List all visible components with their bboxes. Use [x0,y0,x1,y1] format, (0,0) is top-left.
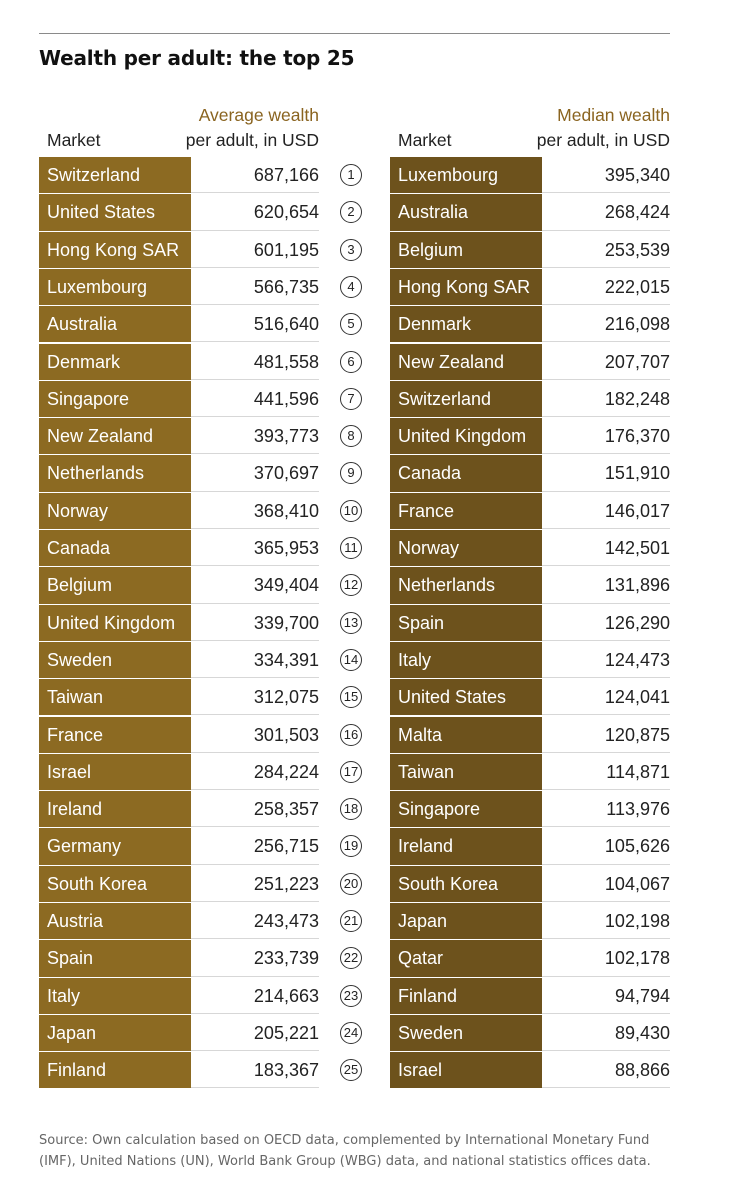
median-market-cell: Luxembourg [390,157,542,193]
avg-market-cell: Canada [39,530,191,566]
table-row [0,679,734,716]
rank-badge: 23 [340,985,362,1007]
avg-value-cell: 256,715 [191,828,319,864]
table-row [0,157,734,194]
median-value-cell: 114,871 [542,754,670,790]
avg-market-cell: Israel [39,754,191,790]
table-row [0,344,734,381]
avg-market-cell: Spain [39,940,191,976]
median-market-cell: South Korea [390,866,542,902]
avg-market-cell: Luxembourg [39,269,191,305]
table-row [0,567,734,604]
rank-badge: 15 [340,686,362,708]
median-market-cell: Finland [390,978,542,1014]
median-market-cell: Sweden [390,1015,542,1051]
avg-market-cell: Netherlands [39,455,191,491]
median-market-cell: Netherlands [390,567,542,603]
avg-market-cell: United States [39,194,191,230]
avg-value-cell: 393,773 [191,418,319,454]
avg-value-cell: 258,357 [191,791,319,827]
median-value-cell: 176,370 [542,418,670,454]
median-value-cell: 105,626 [542,828,670,864]
avg-market-cell: Australia [39,306,191,342]
table-row [0,1015,734,1052]
median-value-cell: 395,340 [542,157,670,193]
rank-badge: 5 [340,313,362,335]
avg-value-cell: 183,367 [191,1052,319,1088]
median-market-cell: Singapore [390,791,542,827]
rank-badge: 24 [340,1022,362,1044]
avg-value-cell: 301,503 [191,717,319,753]
top-rule [39,33,670,34]
right-metric-header-line1: Median wealth [557,105,670,125]
table-row [0,455,734,492]
table-row [0,903,734,940]
median-market-cell: Norway [390,530,542,566]
median-market-cell: Israel [390,1052,542,1088]
avg-value-cell: 370,697 [191,455,319,491]
table-row [0,828,734,865]
rank-badge: 6 [340,351,362,373]
median-value-cell: 104,067 [542,866,670,902]
avg-market-cell: Italy [39,978,191,1014]
avg-value-cell: 243,473 [191,903,319,939]
avg-value-cell: 516,640 [191,306,319,342]
rank-badge: 7 [340,388,362,410]
median-value-cell: 102,178 [542,940,670,976]
rank-badge: 8 [340,425,362,447]
avg-market-cell: Belgium [39,567,191,603]
avg-value-cell: 365,953 [191,530,319,566]
avg-value-cell: 368,410 [191,493,319,529]
table-row [0,306,734,343]
avg-market-cell: Ireland [39,791,191,827]
median-market-cell: Japan [390,903,542,939]
median-value-cell: 222,015 [542,269,670,305]
rank-badge: 16 [340,724,362,746]
rank-badge: 25 [340,1059,362,1081]
rank-badge: 20 [340,873,362,895]
median-market-cell: New Zealand [390,344,542,380]
median-value-cell: 207,707 [542,344,670,380]
table-row [0,754,734,791]
median-market-cell: France [390,493,542,529]
table-row [0,978,734,1015]
avg-value-cell: 214,663 [191,978,319,1014]
right-metric-header-line2: per adult, in USD [536,130,670,150]
left-market-header: Market [47,130,101,150]
avg-value-cell: 251,223 [191,866,319,902]
table-row [0,940,734,977]
median-market-cell: Italy [390,642,542,678]
right-market-header: Market [398,130,452,150]
avg-market-cell: Austria [39,903,191,939]
avg-market-cell: Germany [39,828,191,864]
median-value-cell: 182,248 [542,381,670,417]
avg-value-cell: 620,654 [191,194,319,230]
table-row [0,493,734,530]
avg-value-cell: 205,221 [191,1015,319,1051]
median-market-cell: Switzerland [390,381,542,417]
rank-badge: 22 [340,947,362,969]
median-value-cell: 124,041 [542,679,670,715]
source-note: Source: Own calculation based on OECD data, complemented by International Monetary Fund (IMF), United Nations (UN), World Bank Group (WBG) data, and national statistics offices data. [39,1133,651,1169]
median-market-cell: Qatar [390,940,542,976]
median-value-cell: 94,794 [542,978,670,1014]
table-row [0,717,734,754]
median-market-cell: United Kingdom [390,418,542,454]
rank-badge: 1 [340,164,362,186]
median-value-cell: 89,430 [542,1015,670,1051]
rank-badge: 14 [340,649,362,671]
median-value-cell: 126,290 [542,605,670,641]
avg-market-cell: Norway [39,493,191,529]
left-metric-header [160,103,319,153]
right-metric-header [511,103,670,153]
rank-badge: 12 [340,574,362,596]
median-value-cell: 216,098 [542,306,670,342]
avg-market-cell: Taiwan [39,679,191,715]
table-row [0,269,734,306]
avg-value-cell: 481,558 [191,344,319,380]
median-market-cell: Ireland [390,828,542,864]
median-market-cell: Belgium [390,232,542,268]
avg-value-cell: 441,596 [191,381,319,417]
rank-badge: 21 [340,910,362,932]
avg-market-cell: Switzerland [39,157,191,193]
avg-value-cell: 349,404 [191,567,319,603]
rank-badge: 4 [340,276,362,298]
rank-badge: 10 [340,500,362,522]
table-row [0,381,734,418]
avg-value-cell: 284,224 [191,754,319,790]
avg-value-cell: 687,166 [191,157,319,193]
median-market-cell: Denmark [390,306,542,342]
avg-market-cell: United Kingdom [39,605,191,641]
avg-market-cell: Singapore [39,381,191,417]
avg-value-cell: 312,075 [191,679,319,715]
avg-value-cell: 233,739 [191,940,319,976]
rank-badge: 19 [340,835,362,857]
avg-market-cell: Japan [39,1015,191,1051]
table-row [0,1052,734,1089]
median-value-cell: 102,198 [542,903,670,939]
rank-badge: 11 [340,537,362,559]
table-row [0,530,734,567]
rank-badge: 2 [340,201,362,223]
chart-title: Wealth per adult: the top 25 [39,46,355,70]
table-row [0,791,734,828]
table-row [0,418,734,455]
median-market-cell: Spain [390,605,542,641]
avg-market-cell: Hong Kong SAR [39,232,191,268]
left-metric-header-line2: per adult, in USD [185,130,319,150]
rank-badge: 9 [340,462,362,484]
rank-badge: 3 [340,239,362,261]
median-market-cell: Australia [390,194,542,230]
median-value-cell: 253,539 [542,232,670,268]
avg-market-cell: Sweden [39,642,191,678]
avg-market-cell: France [39,717,191,753]
median-value-cell: 131,896 [542,567,670,603]
table-row [0,642,734,679]
table-row [0,232,734,269]
avg-value-cell: 566,735 [191,269,319,305]
median-value-cell: 268,424 [542,194,670,230]
median-value-cell: 88,866 [542,1052,670,1088]
rank-badge: 17 [340,761,362,783]
avg-market-cell: Finland [39,1052,191,1088]
median-value-cell: 120,875 [542,717,670,753]
median-value-cell: 124,473 [542,642,670,678]
table-row [0,194,734,231]
median-market-cell: Canada [390,455,542,491]
avg-value-cell: 339,700 [191,605,319,641]
median-market-cell: Malta [390,717,542,753]
avg-value-cell: 601,195 [191,232,319,268]
median-value-cell: 146,017 [542,493,670,529]
median-market-cell: Hong Kong SAR [390,269,542,305]
left-metric-header-line1: Average wealth [198,105,319,125]
median-value-cell: 151,910 [542,455,670,491]
avg-market-cell: New Zealand [39,418,191,454]
rank-badge: 13 [340,612,362,634]
median-market-cell: United States [390,679,542,715]
median-value-cell: 142,501 [542,530,670,566]
avg-value-cell: 334,391 [191,642,319,678]
avg-market-cell: South Korea [39,866,191,902]
table-row [0,866,734,903]
table-row [0,605,734,642]
rank-badge: 18 [340,798,362,820]
avg-market-cell: Denmark [39,344,191,380]
median-market-cell: Taiwan [390,754,542,790]
median-value-cell: 113,976 [542,791,670,827]
